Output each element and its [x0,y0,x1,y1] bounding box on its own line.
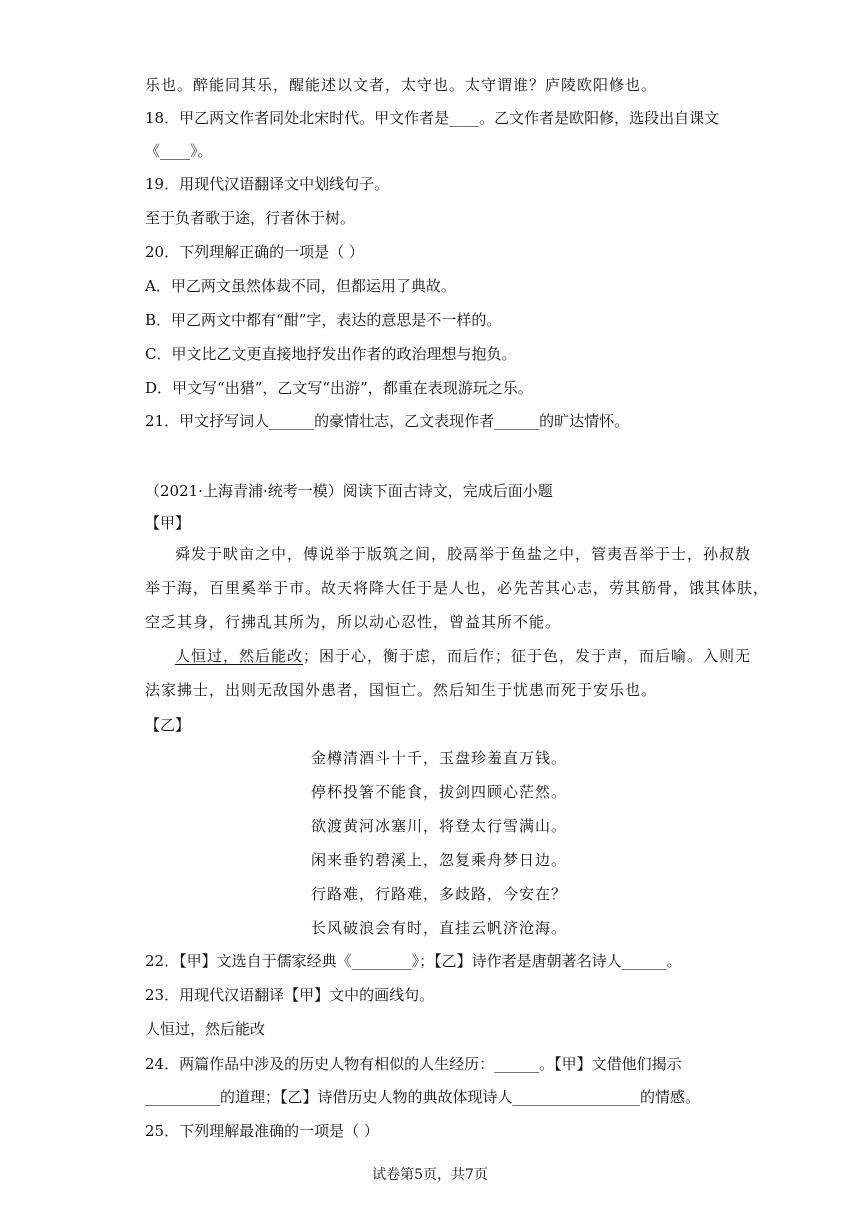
question-20-option-d: D．甲文写“出猎”，乙文写“出游”，都重在表现游玩之乐。 [145,379,533,397]
question-20-option-b: B．甲乙两文中都有“酣”字，表达的意思是不一样的。 [145,311,502,329]
question-20: 20．下列理解正确的一项是（ ） [145,243,364,261]
page-footer: 试卷第5页，共7页 [372,1167,488,1183]
jia-paragraph-2-line-1 [175,645,751,667]
poem-line-5: 行路难，行路难，多歧路，今安在？ [311,885,568,903]
question-19: 19．用现代汉语翻译文中划线句子。 [145,175,390,193]
poem-line-1: 金樽清酒斗十千，玉盘珍羞直万钱。 [311,749,568,767]
jia-paragraph-1-line-1: 舜发于畎亩之中，傅说举于版筑之间，胶鬲举于鱼盐之中，管夷吾举于士，孙叔敖 [175,545,752,563]
question-23-sentence: 人恒过，然后能改 [145,1020,266,1038]
poem-line-2: 停杯投箸不能食，拔剑四顾心茫然。 [311,783,568,801]
question-22: 22．【甲】文选自于儒家经典《________》；【乙】诗作者是唐朝著名诗人______。 [145,952,682,970]
poem-line-4: 闲来垂钓碧溪上，忽复乘舟梦日边。 [311,851,568,869]
section-intro: （2021·上海青浦·统考一模）阅读下面古诗文，完成后面小题 [145,482,553,500]
question-24-line-2: __________的道理；【乙】诗借历史人物的典故体现诗人_________________的情感。 [145,1088,701,1106]
question-21: 21．甲文抒写词人______的豪情壮志，乙文表现作者______的旷达情怀。 [145,412,630,430]
poem-line-6: 长风破浪会有时，直挂云帆济沧海。 [311,919,568,937]
question-18-line-2: 《____》。 [145,142,213,160]
label-jia: 【甲】 [145,514,191,532]
question-23: 23．用现代汉语翻译【甲】文中的画线句。 [145,986,435,1004]
poem-line-3: 欲渡黄河冰塞川，将登太行雪满山。 [311,817,568,835]
jia-paragraph-1-line-2: 举于海，百里奚举于市。故天将降大任于是人也，必先苦其心志，劳其筋骨，饿其体肤， [145,579,770,597]
jia-paragraph-2-line-2: 法家拂士，出则无敌国外患者，国恒亡。然后知生于忧患而死于安乐也。 [145,681,658,699]
question-18-line-1: 18．甲乙两文作者同处北宋时代。甲文作者是____。乙文作者是欧阳修，选段出自课文 [145,109,720,127]
jia-paragraph-1-line-3: 空乏其身，行拂乱其所为，所以动心忍性，曾益其所不能。 [145,613,562,631]
label-yi: 【乙】 [145,716,191,734]
question-19-sentence: 至于负者歌于途，行者休于树。 [145,209,356,227]
question-20-option-a: A．甲乙两文虽然体裁不同，但都运用了典故。 [145,277,456,295]
question-25: 25．下列理解最准确的一项是（ ） [145,1122,379,1140]
passage-tail: 乐也。醉能同其乐，醒能述以文者，太守也。太守谓谁？庐陵欧阳修也。 [145,76,658,94]
underlined-sentence: 人恒过，然后能改 [175,647,304,665]
question-24-line-1: 24．两篇作品中涉及的历史人物有相似的人生经历：______。【甲】文借他们揭示 [145,1055,682,1073]
jia-paragraph-2-rest: ；困于心，衡于虑，而后作；征于色，发于声，而后喻。入则无 [303,647,752,665]
question-20-option-c: C．甲文比乙文更直接地抒发出作者的政治理想与抱负。 [145,345,517,363]
